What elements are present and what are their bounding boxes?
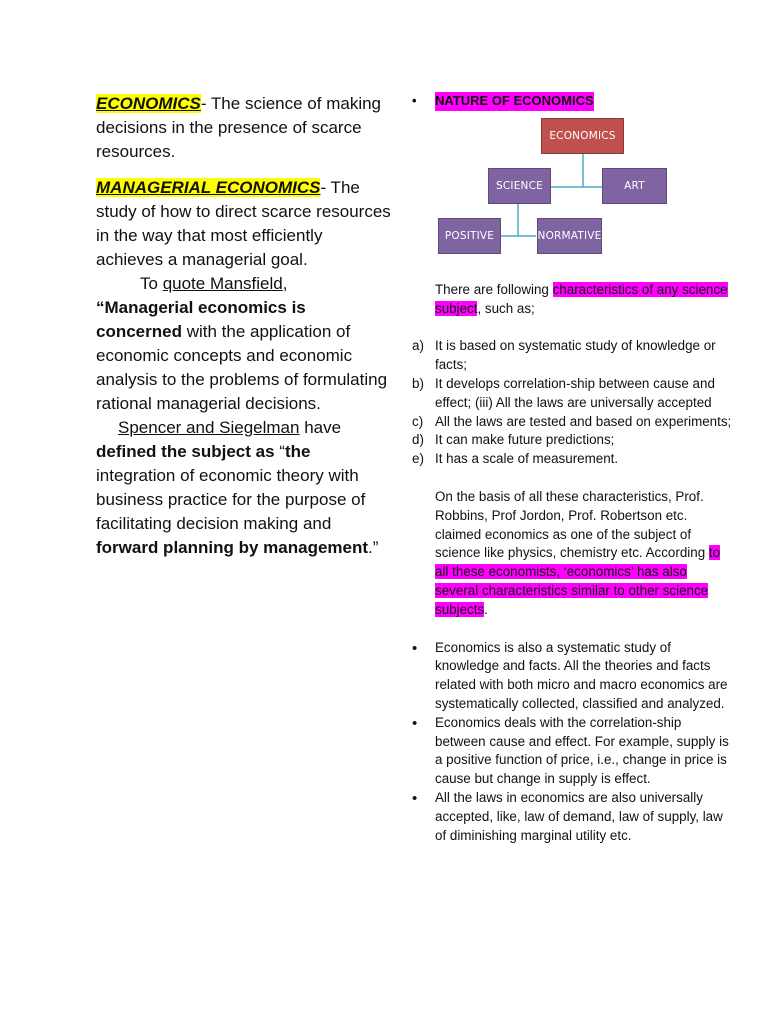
mansfield-intro: To quote Mansfield, <box>140 274 288 293</box>
diagram-node-normative: NORMATIVE <box>537 218 602 254</box>
diagram-node-economics: ECONOMICS <box>541 118 624 154</box>
bullet-icon: • <box>412 714 418 732</box>
diagram-node-science: SCIENCE <box>488 168 551 204</box>
nature-of-economics-diagram <box>430 118 680 258</box>
mansfield-quote: “Managerial economics is concerned with the application of economic concepts and economic analysis to the problems of formulating rational managerial decisions. <box>96 298 388 413</box>
bullet-icon: • <box>412 639 418 657</box>
list-item: c) All the laws are tested and based on experiments; <box>412 413 732 429</box>
economics-definition <box>96 92 391 164</box>
basis-paragraph: On the basis of all these characteristics, Prof. Robbins, Prof Jordon, Prof. Robertson etc. claimed economics as one of the subject of science like physics, chemistry etc. According to all these economists, ‘economics’ has also several characteristics similar to other science subjects. <box>435 488 721 617</box>
economics-term: ECONOMICS <box>96 94 201 113</box>
managerial-economics-definition-text: - The study of how to direct scarce resources in the way that most efficiently achieves a managerial goal. <box>96 178 391 269</box>
list-item: • Economics deals with the correlation-ship between cause and effect. For example, supply is a positive function of price, i.e., change in price is cause but change in supply is effect. <box>412 714 732 789</box>
left-column <box>96 92 391 560</box>
nature-heading <box>412 92 732 111</box>
spencer-siegelman-link: Spencer and Siegelman <box>118 418 300 437</box>
list-item: b) It develops correlation-ship between cause and effect; (iii) All the laws are universally accepted <box>412 375 715 410</box>
nature-title: NATURE OF ECONOMICS <box>435 92 594 111</box>
list-item: • All the laws in economics are also universally accepted, like, law of demand, law of supply, law of diminishing marginal utility etc. <box>412 789 732 845</box>
managerial-economics-term: MANAGERIAL ECONOMICS <box>96 178 321 197</box>
list-item: • Economics is also a systematic study of knowledge and facts. All the theories and facts related with both micro and macro economics are systematically collected, classified and analyzed. <box>412 639 732 714</box>
bullet-icon: • <box>412 789 418 807</box>
mansfield-link: quote Mansfield <box>162 274 283 293</box>
characteristics-list <box>412 337 732 469</box>
spencer-siegelman-quote: Spencer and Siegelman have defined the subject as “the integration of economic theory with business practice for the purpose of facilitating decision making and forward planning by management.” <box>96 418 379 557</box>
bullet-icon: • <box>412 93 417 108</box>
economics-bullet-list <box>412 639 732 846</box>
diagram-node-positive: POSITIVE <box>438 218 501 254</box>
list-item: d) It can make future predictions; <box>412 432 615 448</box>
managerial-economics-definition <box>96 176 391 272</box>
economics-definition-text: - The science of making decisions in the presence of scarce resources. <box>96 94 382 161</box>
list-item: a) It is based on systematic study of knowledge or facts; <box>412 338 716 373</box>
diagram-node-art: ART <box>602 168 667 204</box>
characteristics-intro: There are following characteristics of any science subject, such as; <box>435 281 728 316</box>
list-item: e) It has a scale of measurement. <box>412 451 619 467</box>
